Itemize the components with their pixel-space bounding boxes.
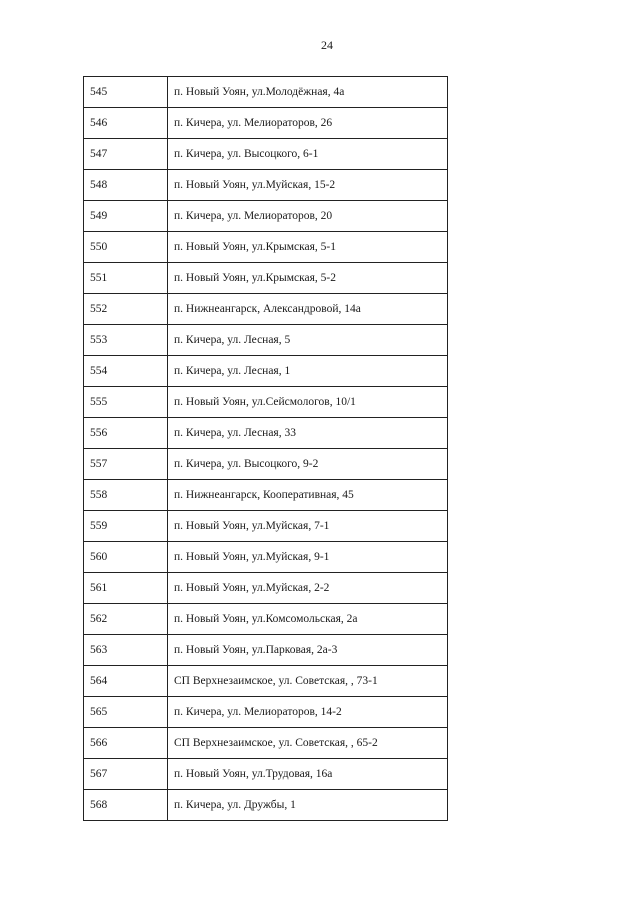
row-address: п. Новый Уоян, ул.Комсомольская, 2а <box>168 604 448 635</box>
row-address: п. Кичера, ул. Мелиораторов, 14-2 <box>168 697 448 728</box>
row-address: п. Кичера, ул. Мелиораторов, 20 <box>168 201 448 232</box>
row-address: п. Нижнеангарск, Александровой, 14а <box>168 294 448 325</box>
row-number: 551 <box>84 263 168 294</box>
table-row <box>84 139 448 170</box>
table-row <box>84 790 448 821</box>
row-number: 546 <box>84 108 168 139</box>
row-address: п. Новый Уоян, ул.Муйская, 2-2 <box>168 573 448 604</box>
row-address: п. Кичера, ул. Лесная, 33 <box>168 418 448 449</box>
row-number: 568 <box>84 790 168 821</box>
row-address: п. Кичера, ул. Высоцкого, 9-2 <box>168 449 448 480</box>
table-row <box>84 480 448 511</box>
table-row <box>84 542 448 573</box>
row-number: 562 <box>84 604 168 635</box>
row-number: 566 <box>84 728 168 759</box>
row-number: 556 <box>84 418 168 449</box>
row-address: п. Новый Уоян, ул.Сейсмологов, 10/1 <box>168 387 448 418</box>
row-address: п. Новый Уоян, ул.Муйская, 15-2 <box>168 170 448 201</box>
row-number: 560 <box>84 542 168 573</box>
row-address: п. Кичера, ул. Лесная, 1 <box>168 356 448 387</box>
row-address: п. Новый Уоян, ул.Крымская, 5-1 <box>168 232 448 263</box>
table-row <box>84 170 448 201</box>
row-address: п. Кичера, ул. Высоцкого, 6-1 <box>168 139 448 170</box>
row-address: п. Новый Уоян, ул.Муйская, 7-1 <box>168 511 448 542</box>
table-row <box>84 666 448 697</box>
row-number: 552 <box>84 294 168 325</box>
row-address: п. Кичера, ул. Мелиораторов, 26 <box>168 108 448 139</box>
table-row <box>84 728 448 759</box>
table-row <box>84 418 448 449</box>
row-address: п. Нижнеангарск, Кооперативная, 45 <box>168 480 448 511</box>
address-table <box>83 76 448 821</box>
page-number: 24 <box>321 38 333 52</box>
row-number: 558 <box>84 480 168 511</box>
row-number: 565 <box>84 697 168 728</box>
address-table-body <box>84 77 448 821</box>
table-row <box>84 387 448 418</box>
table-row <box>84 77 448 108</box>
table-row <box>84 697 448 728</box>
row-address: п. Новый Уоян, ул.Крымская, 5-2 <box>168 263 448 294</box>
table-row <box>84 573 448 604</box>
table-row <box>84 511 448 542</box>
row-number: 564 <box>84 666 168 697</box>
row-number: 567 <box>84 759 168 790</box>
row-number: 561 <box>84 573 168 604</box>
row-number: 545 <box>84 77 168 108</box>
row-address: п. Новый Уоян, ул.Молодёжная, 4а <box>168 77 448 108</box>
row-address: п. Кичера, ул. Дружбы, 1 <box>168 790 448 821</box>
row-number: 548 <box>84 170 168 201</box>
row-number: 547 <box>84 139 168 170</box>
table-row <box>84 356 448 387</box>
table-row <box>84 201 448 232</box>
row-number: 563 <box>84 635 168 666</box>
row-address: СП Верхнезаимское, ул. Советская, , 73-1 <box>168 666 448 697</box>
row-number: 549 <box>84 201 168 232</box>
table-row <box>84 325 448 356</box>
row-number: 555 <box>84 387 168 418</box>
row-address: п. Кичера, ул. Лесная, 5 <box>168 325 448 356</box>
row-number: 559 <box>84 511 168 542</box>
table-row <box>84 232 448 263</box>
table-row <box>84 263 448 294</box>
table-row <box>84 635 448 666</box>
row-address: СП Верхнезаимское, ул. Советская, , 65-2 <box>168 728 448 759</box>
table-row <box>84 294 448 325</box>
row-number: 557 <box>84 449 168 480</box>
row-number: 550 <box>84 232 168 263</box>
row-address: п. Новый Уоян, ул.Муйская, 9-1 <box>168 542 448 573</box>
row-address: п. Новый Уоян, ул.Парковая, 2а-3 <box>168 635 448 666</box>
table-row <box>84 604 448 635</box>
row-address: п. Новый Уоян, ул.Трудовая, 16а <box>168 759 448 790</box>
table-row <box>84 449 448 480</box>
row-number: 553 <box>84 325 168 356</box>
table-row <box>84 759 448 790</box>
row-number: 554 <box>84 356 168 387</box>
table-row <box>84 108 448 139</box>
